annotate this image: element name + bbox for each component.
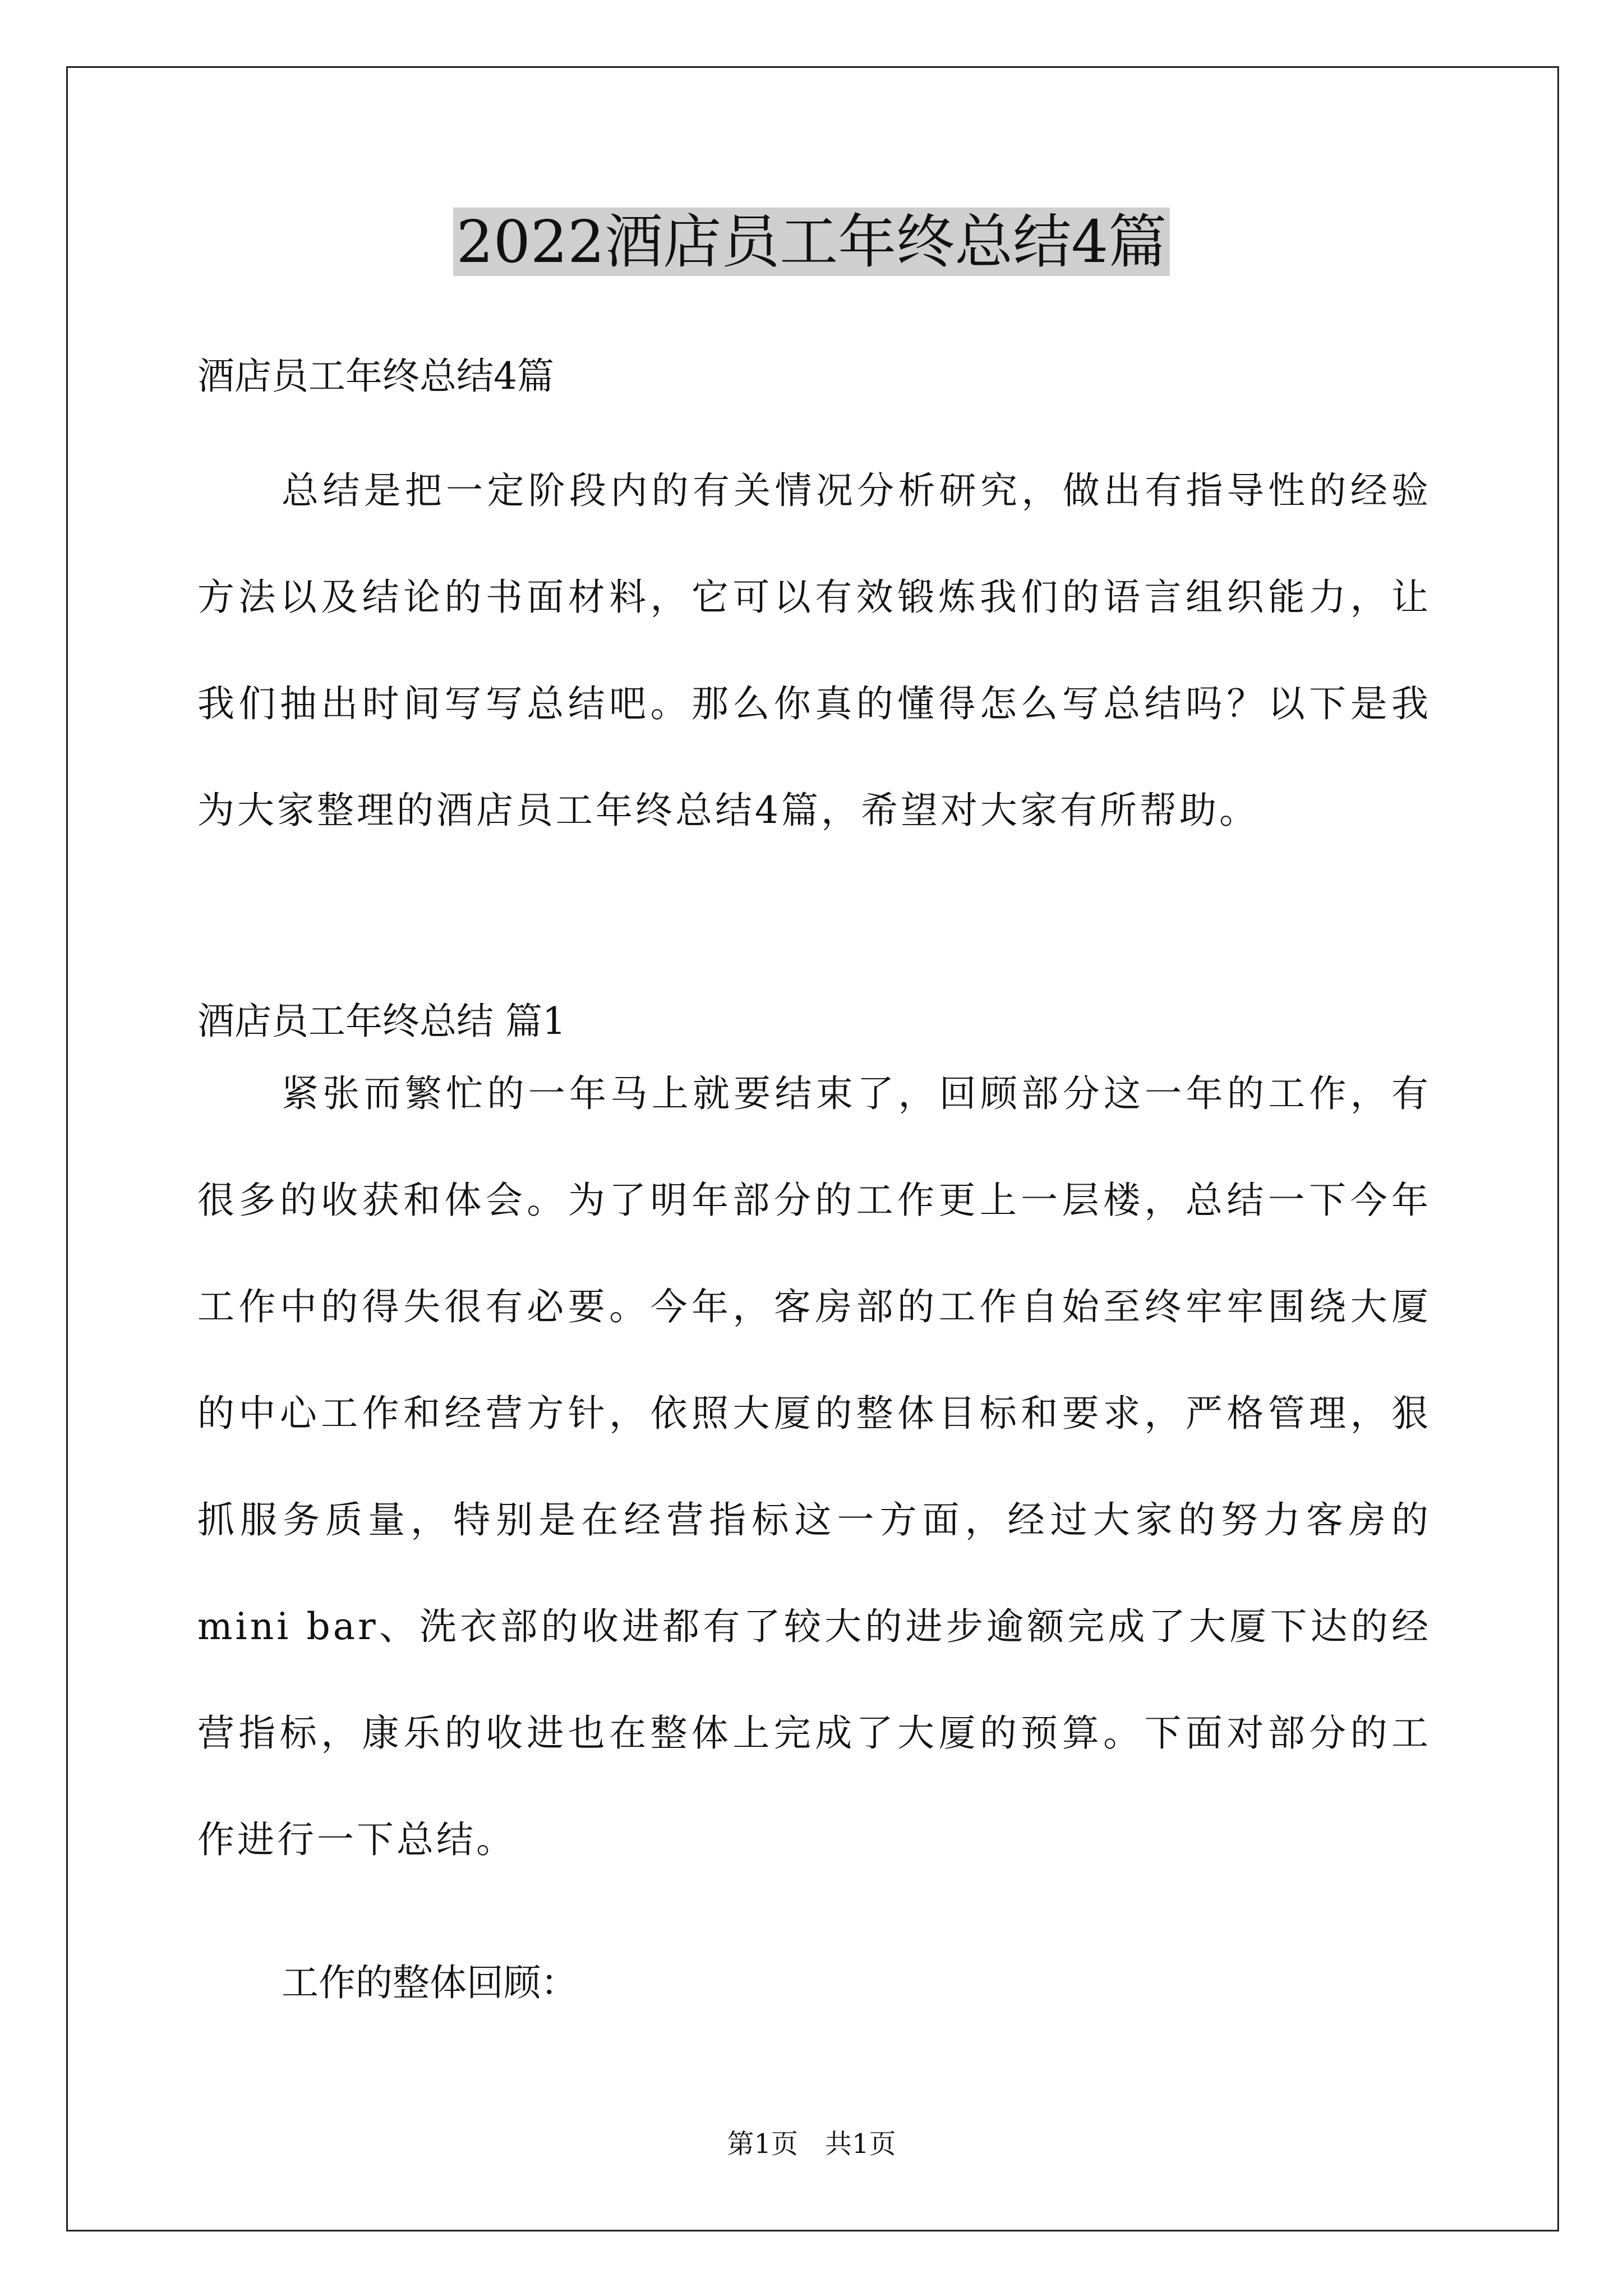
- section-heading-1: 酒店员工年终总结 篇1: [197, 1000, 566, 1043]
- overview-label: 工作的整体回顾：: [282, 1961, 578, 2004]
- intro-paragraph: 总结是把一定阶段内的有关情况分析研究，做出有指导性的经验方法以及结论的书面材料，它可以有效锻炼我们的语言组织能力，让我们抽出时间写写总结吧。那么你真的懂得怎么写总结吗？以下是我为大家整理的酒店员工年终总结4篇，希望对大家有所帮助。: [197, 469, 1431, 832]
- section1-paragraph: 紧张而繁忙的一年马上就要结束了，回顾部分这一年的工作，有很多的收获和体会。为了明年部分的工作更上一层楼，总结一下今年工作中的得失很有必要。今年，客房部的工作自始至终牢牢围绕大厦的中心工作和经营方针，依照大厦的整体目标和要求，严格管理，狠抓服务质量，特别是在经营指标这一方面，经过大家的努力客房的mini bar、洗衣部的收进都有了较大的进步逾额完成了大厦下达的经营指标，康乐的收进也在整体上完成了大厦的预算。下面对部分的工作进行一下总结。: [197, 1072, 1431, 1861]
- document-subtitle: 酒店员工年终总结4篇: [197, 355, 554, 398]
- document-title: [0, 205, 1623, 278]
- document-title-text: 2022酒店员工年终总结4篇: [453, 208, 1170, 276]
- page-footer: 第1页 共1页: [727, 2128, 896, 2160]
